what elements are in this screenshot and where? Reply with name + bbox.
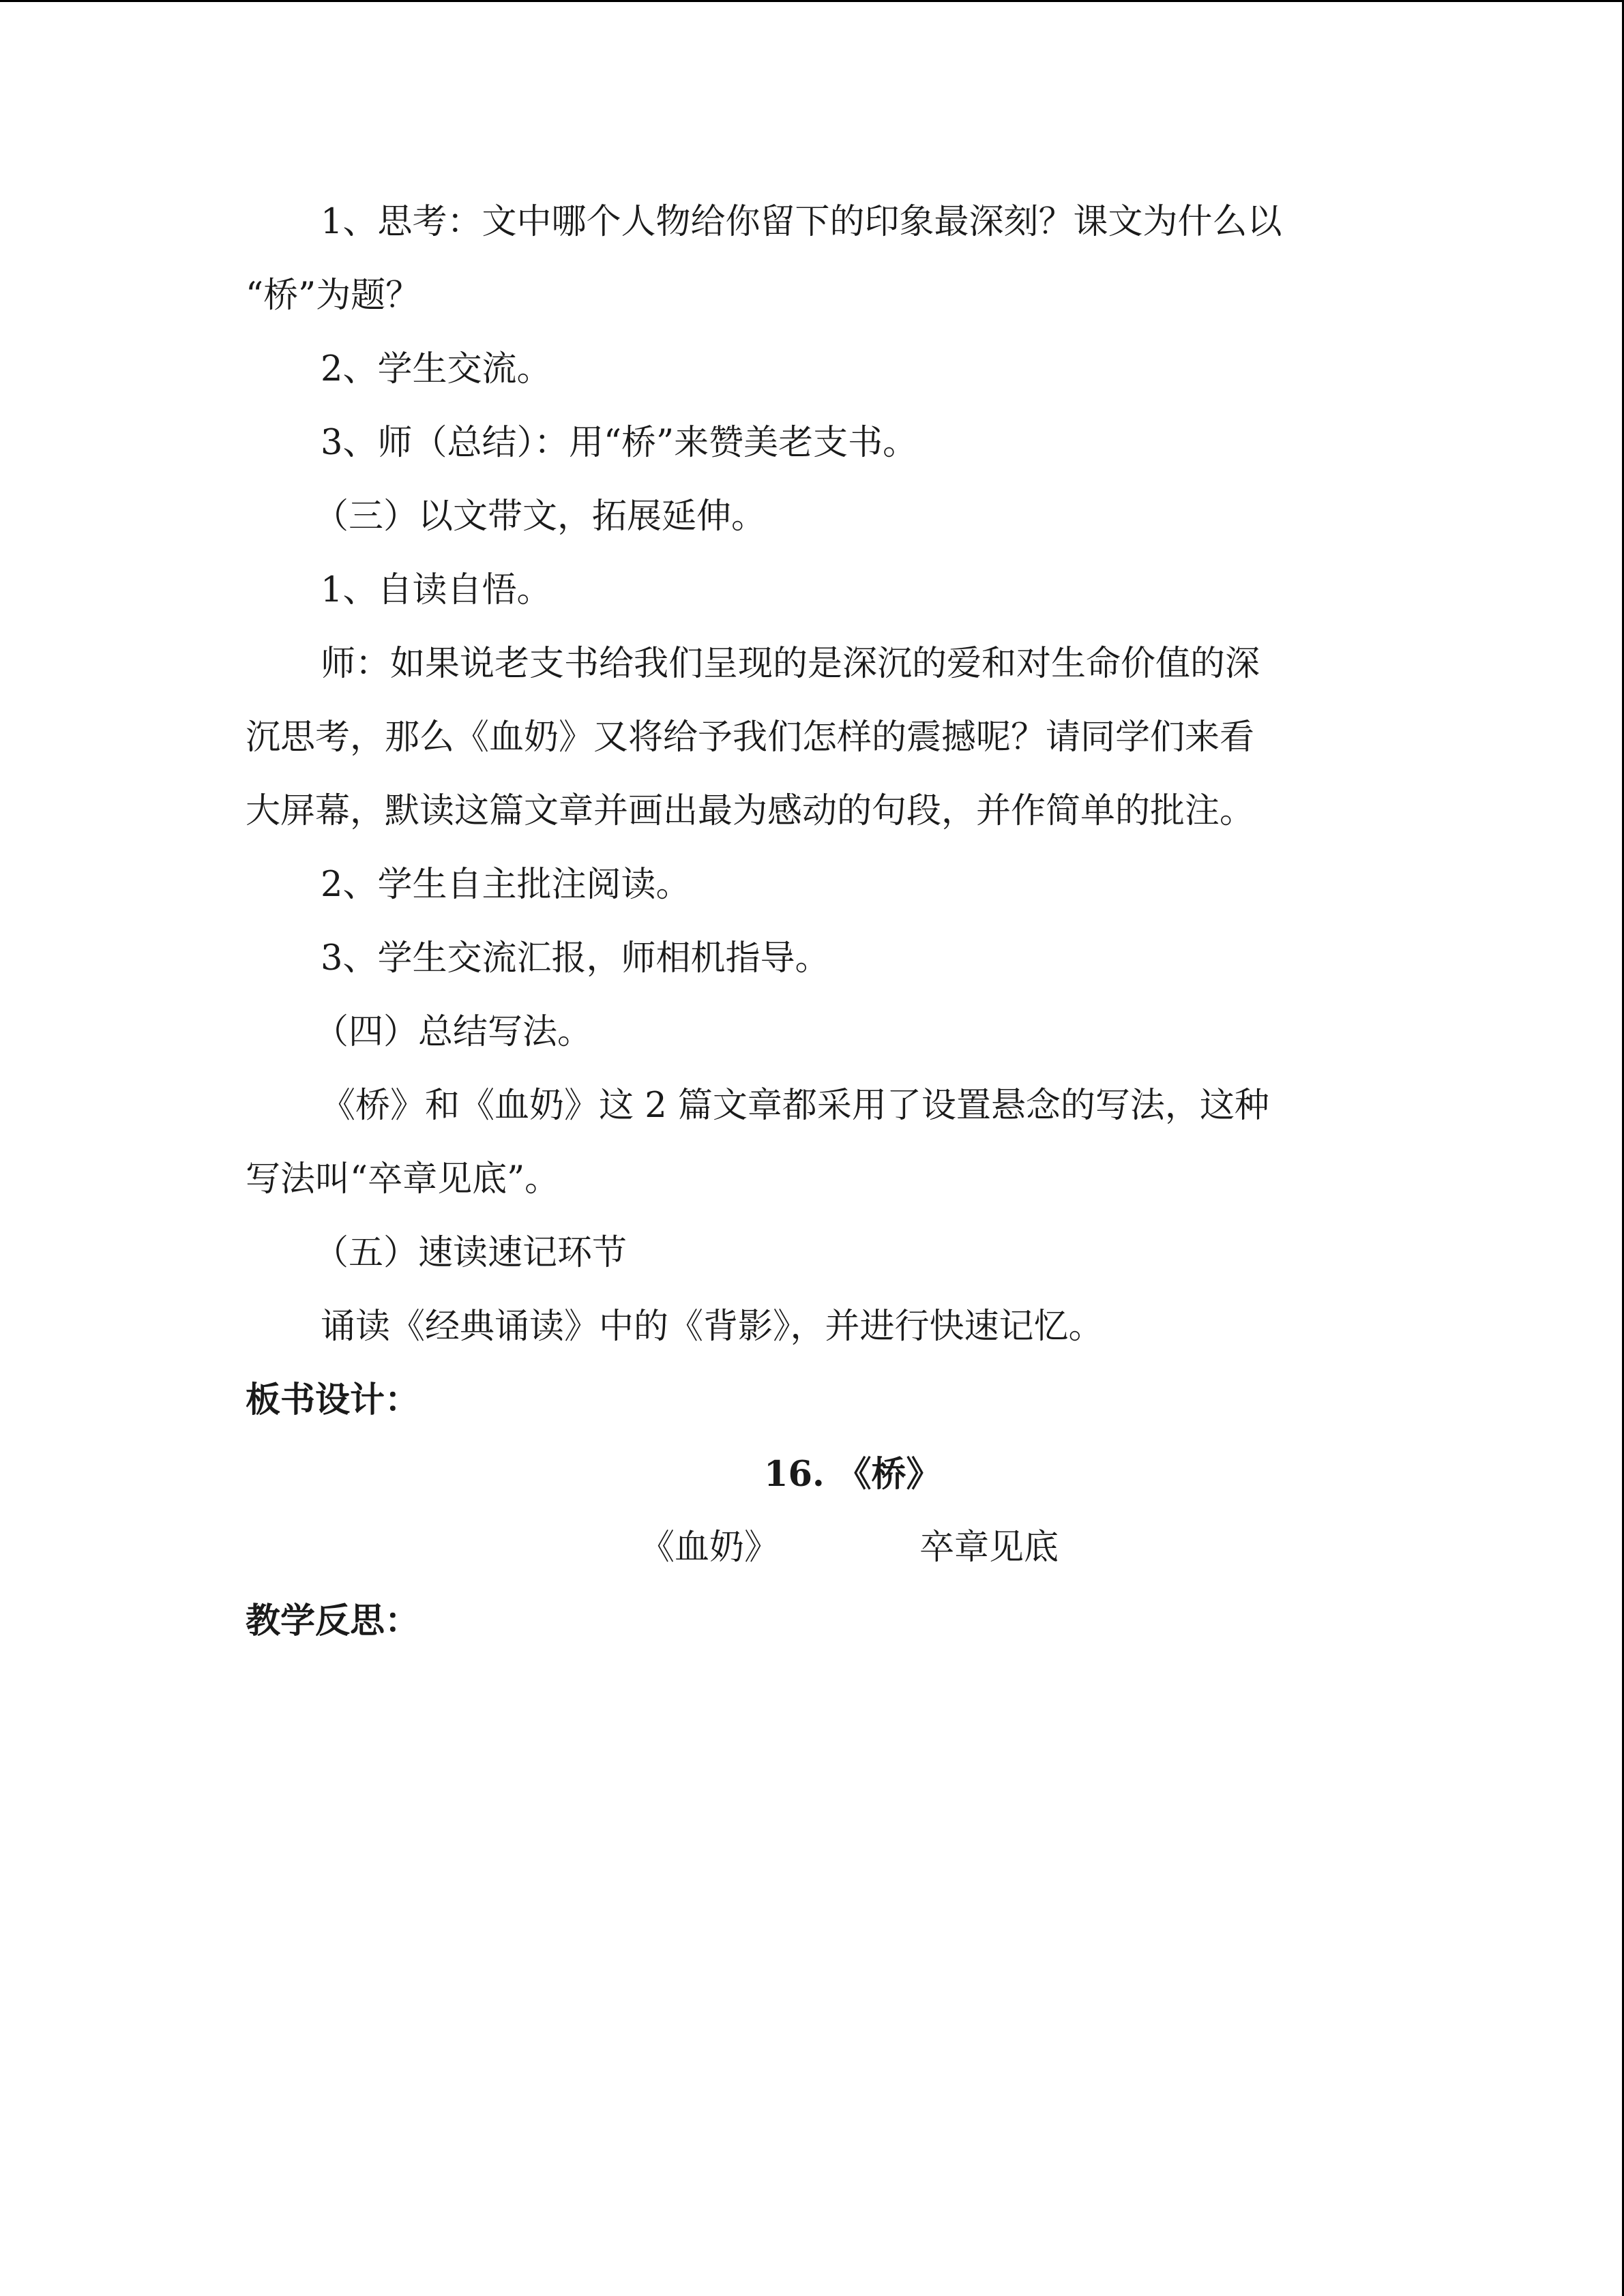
paragraph-teacher-summary: 3、师（总结）：用“桥”来赞美老支书。 [321, 423, 918, 463]
paragraph-recite: 诵读《经典诵读》中的《背影》，并进行快速记忆。 [321, 1307, 1104, 1347]
paragraph-writing-method: 《桥》和《血奶》这 2 篇文章都采用了设置悬念的写法，这种 [321, 1086, 1269, 1126]
board-left-text: 《血奶》 [640, 1527, 780, 1568]
paragraph-report: 3、学生交流汇报，师相机指导。 [321, 938, 830, 979]
section-three-heading: （三）以文带文，拓展延伸。 [314, 496, 767, 537]
section-four-heading: （四）总结写法。 [314, 1012, 593, 1052]
page-top-border [0, 0, 1624, 2]
board-title: 16. 《桥》 [764, 1454, 941, 1495]
paragraph-teacher-prompt-cont-2: 大屏幕，默读这篇文章并画出最为感动的句段，并作简单的批注。 [246, 791, 1255, 831]
paragraph-annotate-reading: 2、学生自主批注阅读。 [321, 865, 691, 905]
teaching-reflection-heading: 教学反思： [246, 1601, 420, 1641]
document-body [246, 185, 1371, 1658]
paragraph-student-exchange: 2、学生交流。 [321, 349, 552, 389]
board-row [246, 1511, 1371, 1585]
board-design-heading: 板书设计： [246, 1380, 420, 1420]
section-five-heading: （五）速读速记环节 [314, 1233, 628, 1273]
paragraph-think-question: 1、思考：文中哪个人物给你留下的印象最深刻？课文为什么以 [321, 202, 1282, 242]
paragraph-teacher-prompt-cont-1: 沉思考，那么《血奶》又将给予我们怎样的震撼呢？请同学们来看 [246, 717, 1255, 758]
board-right-text: 卒章见底 [919, 1527, 1059, 1568]
paragraph-teacher-prompt: 师：如果说老支书给我们呈现的是深沉的爱和对生命价值的深 [321, 644, 1260, 684]
paragraph-writing-method-cont: 写法叫“卒章见底”。 [246, 1159, 560, 1199]
paragraph-self-read: 1、自读自悟。 [321, 570, 552, 610]
paragraph-think-question-cont: “桥”为题？ [246, 275, 421, 316]
